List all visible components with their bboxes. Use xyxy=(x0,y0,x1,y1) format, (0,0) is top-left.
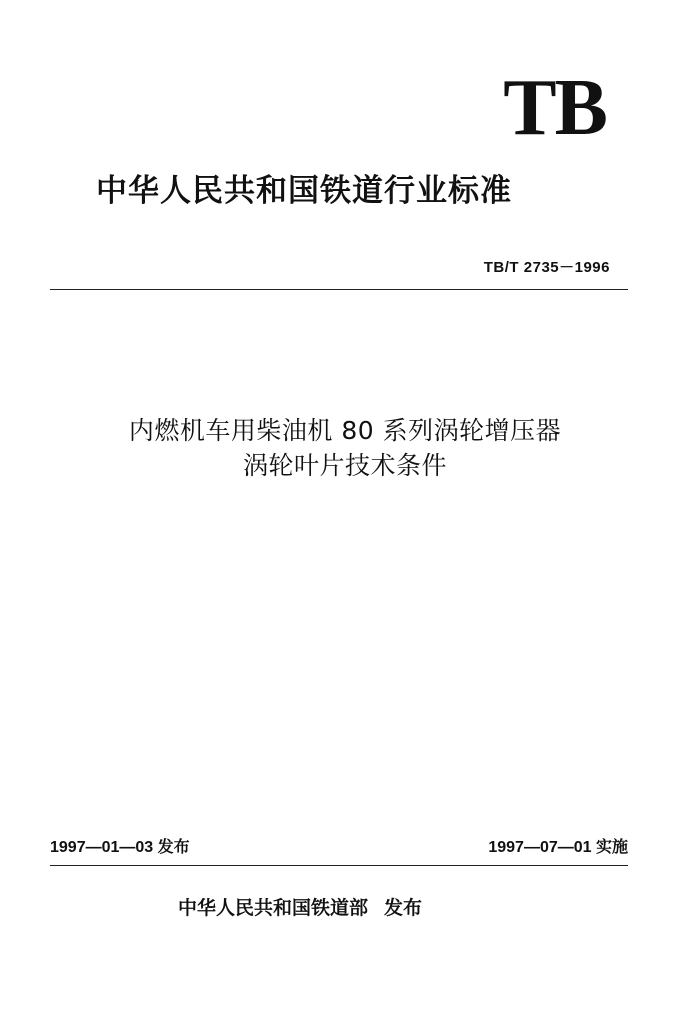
document-title-line-2: 涡轮叶片技术条件 xyxy=(242,451,447,480)
publisher-action: 发布 xyxy=(384,897,423,919)
implementation-date: 1997—07—01 实施 xyxy=(488,839,628,856)
top-divider xyxy=(50,289,628,290)
standard-code: TB/T 2735－1996 xyxy=(483,259,610,276)
bottom-divider xyxy=(50,865,628,866)
tb-logo: TB xyxy=(503,64,606,152)
publisher-name: 中华人民共和国铁道部 xyxy=(177,897,368,919)
publisher-line xyxy=(60,893,540,920)
document-title-line-1: 内燃机车用柴油机 80 系列涡轮增压器 xyxy=(128,416,562,445)
standard-type-heading: 中华人民共和国铁道行业标准 xyxy=(96,173,512,209)
issue-date: 1997—01—03 发布 xyxy=(50,839,190,856)
